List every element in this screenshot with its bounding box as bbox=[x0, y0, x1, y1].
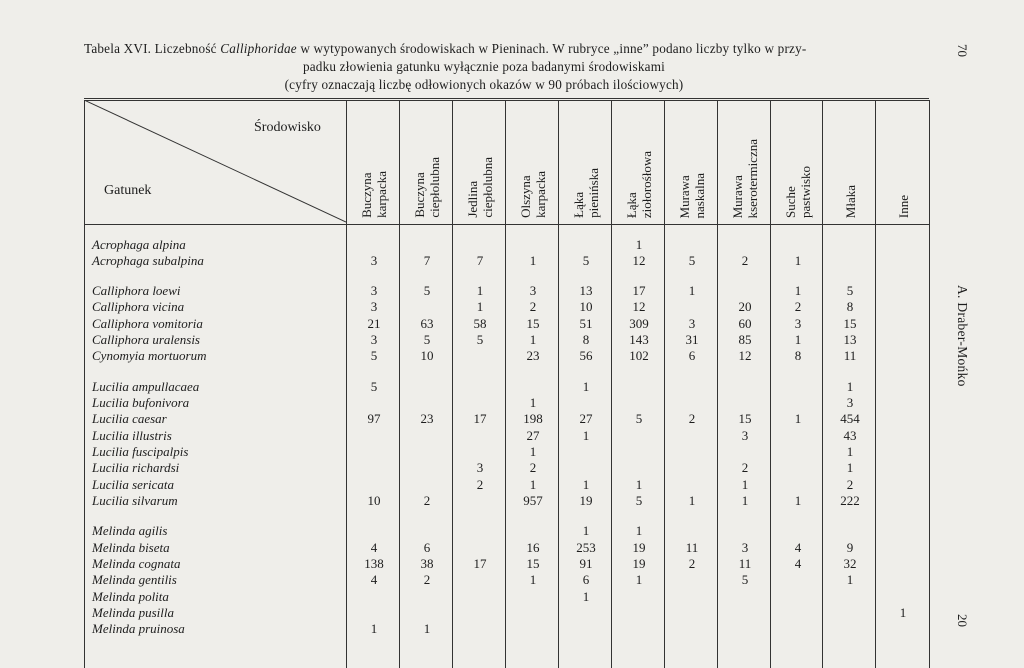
count-cell: 3 bbox=[370, 299, 378, 314]
count-cell: 11 bbox=[843, 348, 857, 363]
count-cell: 13 bbox=[579, 283, 593, 298]
column-header-label: Murawa naskalna bbox=[677, 172, 707, 218]
column-header bbox=[719, 110, 771, 218]
caption-suffix: w wytypowanych środowiskach w Pieninach. W rubryce „inne” podano liczby tylko w przy- bbox=[296, 41, 807, 56]
count-cell: 4 bbox=[370, 540, 378, 555]
count-cell: 27 bbox=[579, 411, 593, 426]
count-cell: 2 bbox=[794, 299, 802, 314]
column-header-label: Jedlina ciepłolubna bbox=[465, 157, 495, 218]
count-cell: 1 bbox=[582, 477, 590, 492]
count-cell: 5 bbox=[476, 332, 484, 347]
caption-family-name: Calliphoridae bbox=[220, 41, 297, 56]
count-cell: 11 bbox=[738, 556, 752, 571]
count-cell: 1 bbox=[529, 253, 537, 268]
column-header-label: Inne bbox=[895, 194, 911, 218]
environment-header-label: Środowisko bbox=[254, 120, 321, 135]
species-name: Lucilia sericata bbox=[92, 477, 174, 492]
count-cell: 3 bbox=[370, 253, 378, 268]
count-cell: 2 bbox=[423, 572, 431, 587]
caption-line-3: (cyfry oznaczają liczbę odłowionych okazów w 90 próbach ilościowych) bbox=[284, 77, 684, 92]
column-header bbox=[877, 110, 929, 218]
count-cell: 1 bbox=[688, 283, 696, 298]
column-header-label: Buczyna karpacka bbox=[359, 171, 389, 218]
page-number-bottom: 20 bbox=[955, 614, 970, 627]
column-header-label: Buczyna ciepłolubna bbox=[412, 157, 442, 218]
column-header bbox=[401, 110, 453, 218]
count-cell: 10 bbox=[420, 348, 434, 363]
count-cell: 58 bbox=[473, 316, 487, 331]
count-cell: 6 bbox=[582, 572, 590, 587]
column-header-label: Łąka pienińska bbox=[571, 168, 601, 218]
species-header-label: Gatunek bbox=[104, 183, 152, 198]
count-cell: 32 bbox=[843, 556, 857, 571]
count-cell: 1 bbox=[794, 493, 802, 508]
column-header bbox=[507, 110, 559, 218]
count-cell: 60 bbox=[738, 316, 752, 331]
count-cell: 4 bbox=[370, 572, 378, 587]
count-cell: 5 bbox=[741, 572, 749, 587]
count-cell: 5 bbox=[582, 253, 590, 268]
count-cell: 1 bbox=[741, 493, 749, 508]
count-cell: 253 bbox=[576, 540, 596, 555]
count-cell: 3 bbox=[370, 332, 378, 347]
species-name: Lucilia illustris bbox=[92, 428, 172, 443]
count-cell: 1 bbox=[635, 523, 643, 538]
count-cell: 17 bbox=[473, 556, 487, 571]
count-cell: 5 bbox=[370, 379, 378, 394]
count-cell: 8 bbox=[846, 299, 854, 314]
count-cell: 1 bbox=[846, 444, 854, 459]
count-cell: 1 bbox=[582, 523, 590, 538]
species-name: Calliphora uralensis bbox=[92, 332, 200, 347]
count-cell: 3 bbox=[529, 283, 537, 298]
count-cell: 23 bbox=[526, 348, 540, 363]
column-header bbox=[824, 110, 876, 218]
count-cell: 16 bbox=[526, 540, 540, 555]
count-cell: 2 bbox=[741, 460, 749, 475]
count-cell: 102 bbox=[629, 348, 649, 363]
species-name: Calliphora vicina bbox=[92, 299, 185, 314]
count-cell: 5 bbox=[635, 411, 643, 426]
count-cell: 13 bbox=[843, 332, 857, 347]
column-header-label: Olszyna karpacka bbox=[518, 171, 548, 218]
column-header bbox=[666, 110, 718, 218]
count-cell: 1 bbox=[846, 379, 854, 394]
count-cell: 43 bbox=[843, 428, 857, 443]
count-cell: 1 bbox=[635, 237, 643, 252]
count-cell: 11 bbox=[685, 540, 699, 555]
column-header bbox=[454, 110, 506, 218]
species-name: Melinda agilis bbox=[92, 523, 168, 538]
count-cell: 1 bbox=[846, 460, 854, 475]
count-cell: 1 bbox=[899, 605, 907, 620]
count-cell: 8 bbox=[794, 348, 802, 363]
column-header-label: Suche pastwisko bbox=[783, 166, 813, 218]
species-name: Melinda polita bbox=[92, 589, 169, 604]
species-name: Melinda cognata bbox=[92, 556, 181, 571]
count-cell: 10 bbox=[579, 299, 593, 314]
page-number-top: 70 bbox=[955, 44, 970, 57]
count-cell: 3 bbox=[741, 428, 749, 443]
species-name: Melinda biseta bbox=[92, 540, 170, 555]
species-name: Melinda pruinosa bbox=[92, 621, 185, 636]
count-cell: 143 bbox=[629, 332, 649, 347]
species-name: Lucilia richardsi bbox=[92, 460, 180, 475]
count-cell: 2 bbox=[423, 493, 431, 508]
column-header-label: Łąka ziołorośłowa bbox=[624, 150, 654, 218]
count-cell: 1 bbox=[582, 428, 590, 443]
caption-line-1 bbox=[84, 40, 934, 58]
count-cell: 6 bbox=[688, 348, 696, 363]
count-cell: 1 bbox=[794, 253, 802, 268]
count-cell: 1 bbox=[529, 444, 537, 459]
count-cell: 2 bbox=[688, 411, 696, 426]
count-cell: 1 bbox=[582, 379, 590, 394]
count-cell: 1 bbox=[529, 395, 537, 410]
count-cell: 1 bbox=[635, 572, 643, 587]
running-head-author: A. Draber-Mońko bbox=[955, 285, 970, 387]
count-cell: 3 bbox=[370, 283, 378, 298]
count-cell: 12 bbox=[632, 299, 646, 314]
species-name: Lucilia caesar bbox=[92, 411, 167, 426]
count-cell: 4 bbox=[794, 556, 802, 571]
count-cell: 5 bbox=[423, 332, 431, 347]
count-cell: 10 bbox=[367, 493, 381, 508]
column-header bbox=[560, 110, 612, 218]
count-cell: 3 bbox=[846, 395, 854, 410]
table-caption bbox=[84, 40, 934, 94]
count-cell: 21 bbox=[367, 316, 381, 331]
column-header-label: Murawa kserotermiczna bbox=[730, 138, 760, 218]
count-cell: 8 bbox=[582, 332, 590, 347]
count-cell: 12 bbox=[632, 253, 646, 268]
species-name: Melinda pusilla bbox=[92, 605, 174, 620]
count-cell: 1 bbox=[794, 411, 802, 426]
count-cell: 17 bbox=[473, 411, 487, 426]
species-name: Lucilia silvarum bbox=[92, 493, 178, 508]
count-cell: 2 bbox=[846, 477, 854, 492]
count-cell: 1 bbox=[635, 477, 643, 492]
count-cell: 31 bbox=[685, 332, 699, 347]
count-cell: 38 bbox=[420, 556, 434, 571]
count-cell: 1 bbox=[794, 332, 802, 347]
count-cell: 6 bbox=[423, 540, 431, 555]
species-name: Lucilia bufonivora bbox=[92, 395, 190, 410]
count-cell: 1 bbox=[741, 477, 749, 492]
count-cell: 3 bbox=[794, 316, 802, 331]
count-cell: 20 bbox=[738, 299, 752, 314]
count-cell: 454 bbox=[840, 411, 860, 426]
count-cell: 19 bbox=[632, 540, 646, 555]
count-cell: 7 bbox=[476, 253, 484, 268]
column-header bbox=[348, 110, 400, 218]
count-cell: 309 bbox=[629, 316, 649, 331]
count-cell: 15 bbox=[526, 556, 540, 571]
count-cell: 19 bbox=[632, 556, 646, 571]
count-cell: 17 bbox=[632, 283, 646, 298]
count-cell: 63 bbox=[420, 316, 434, 331]
count-cell: 27 bbox=[526, 428, 540, 443]
caption-line-2: padku złowienia gatunku wyłącznie poza badanymi środowiskami bbox=[302, 59, 666, 74]
species-name: Acrophaga subalpina bbox=[92, 253, 204, 268]
count-cell: 5 bbox=[688, 253, 696, 268]
count-cell: 1 bbox=[476, 283, 484, 298]
count-cell: 91 bbox=[579, 556, 593, 571]
column-rule bbox=[84, 100, 85, 668]
count-cell: 1 bbox=[529, 332, 537, 347]
column-header bbox=[772, 110, 824, 218]
count-cell: 5 bbox=[846, 283, 854, 298]
species-name: Lucilia fuscipalpis bbox=[92, 444, 189, 459]
column-rule bbox=[929, 100, 930, 668]
count-cell: 19 bbox=[579, 493, 593, 508]
species-name: Lucilia ampullacaea bbox=[92, 379, 200, 394]
table-top-rule bbox=[84, 98, 929, 99]
species-name: Cynomyia mortuorum bbox=[92, 348, 207, 363]
count-cell: 1 bbox=[794, 283, 802, 298]
count-cell: 5 bbox=[423, 283, 431, 298]
count-cell: 138 bbox=[364, 556, 384, 571]
count-cell: 1 bbox=[370, 621, 378, 636]
count-cell: 23 bbox=[420, 411, 434, 426]
count-cell: 15 bbox=[843, 316, 857, 331]
count-cell: 97 bbox=[367, 411, 381, 426]
count-cell: 3 bbox=[741, 540, 749, 555]
count-cell: 222 bbox=[840, 493, 860, 508]
count-cell: 2 bbox=[529, 460, 537, 475]
header-diagonal-line bbox=[84, 100, 346, 224]
species-name: Acrophaga alpina bbox=[92, 237, 186, 252]
count-cell: 5 bbox=[370, 348, 378, 363]
count-cell: 957 bbox=[523, 493, 543, 508]
count-cell: 1 bbox=[688, 493, 696, 508]
column-rule bbox=[346, 100, 347, 668]
count-cell: 1 bbox=[476, 299, 484, 314]
header-bottom-rule bbox=[84, 224, 929, 225]
count-cell: 12 bbox=[738, 348, 752, 363]
count-cell: 3 bbox=[688, 316, 696, 331]
count-cell: 4 bbox=[794, 540, 802, 555]
count-cell: 2 bbox=[741, 253, 749, 268]
column-header bbox=[613, 110, 665, 218]
species-name: Calliphora loewi bbox=[92, 283, 181, 298]
count-cell: 1 bbox=[529, 572, 537, 587]
count-cell: 85 bbox=[738, 332, 752, 347]
caption-prefix: Tabela XVI. Liczebność bbox=[84, 41, 221, 56]
count-cell: 15 bbox=[526, 316, 540, 331]
count-cell: 2 bbox=[529, 299, 537, 314]
count-cell: 1 bbox=[846, 572, 854, 587]
count-cell: 15 bbox=[738, 411, 752, 426]
count-cell: 2 bbox=[476, 477, 484, 492]
count-cell: 3 bbox=[476, 460, 484, 475]
count-cell: 198 bbox=[523, 411, 543, 426]
column-header-label: Młaka bbox=[842, 184, 858, 218]
species-name: Calliphora vomitoria bbox=[92, 316, 203, 331]
species-name: Melinda gentilis bbox=[92, 572, 177, 587]
count-cell: 1 bbox=[423, 621, 431, 636]
count-cell: 7 bbox=[423, 253, 431, 268]
count-cell: 5 bbox=[635, 493, 643, 508]
count-cell: 2 bbox=[688, 556, 696, 571]
count-cell: 56 bbox=[579, 348, 593, 363]
count-cell: 51 bbox=[579, 316, 593, 331]
count-cell: 1 bbox=[529, 477, 537, 492]
count-cell: 9 bbox=[846, 540, 854, 555]
count-cell: 1 bbox=[582, 589, 590, 604]
